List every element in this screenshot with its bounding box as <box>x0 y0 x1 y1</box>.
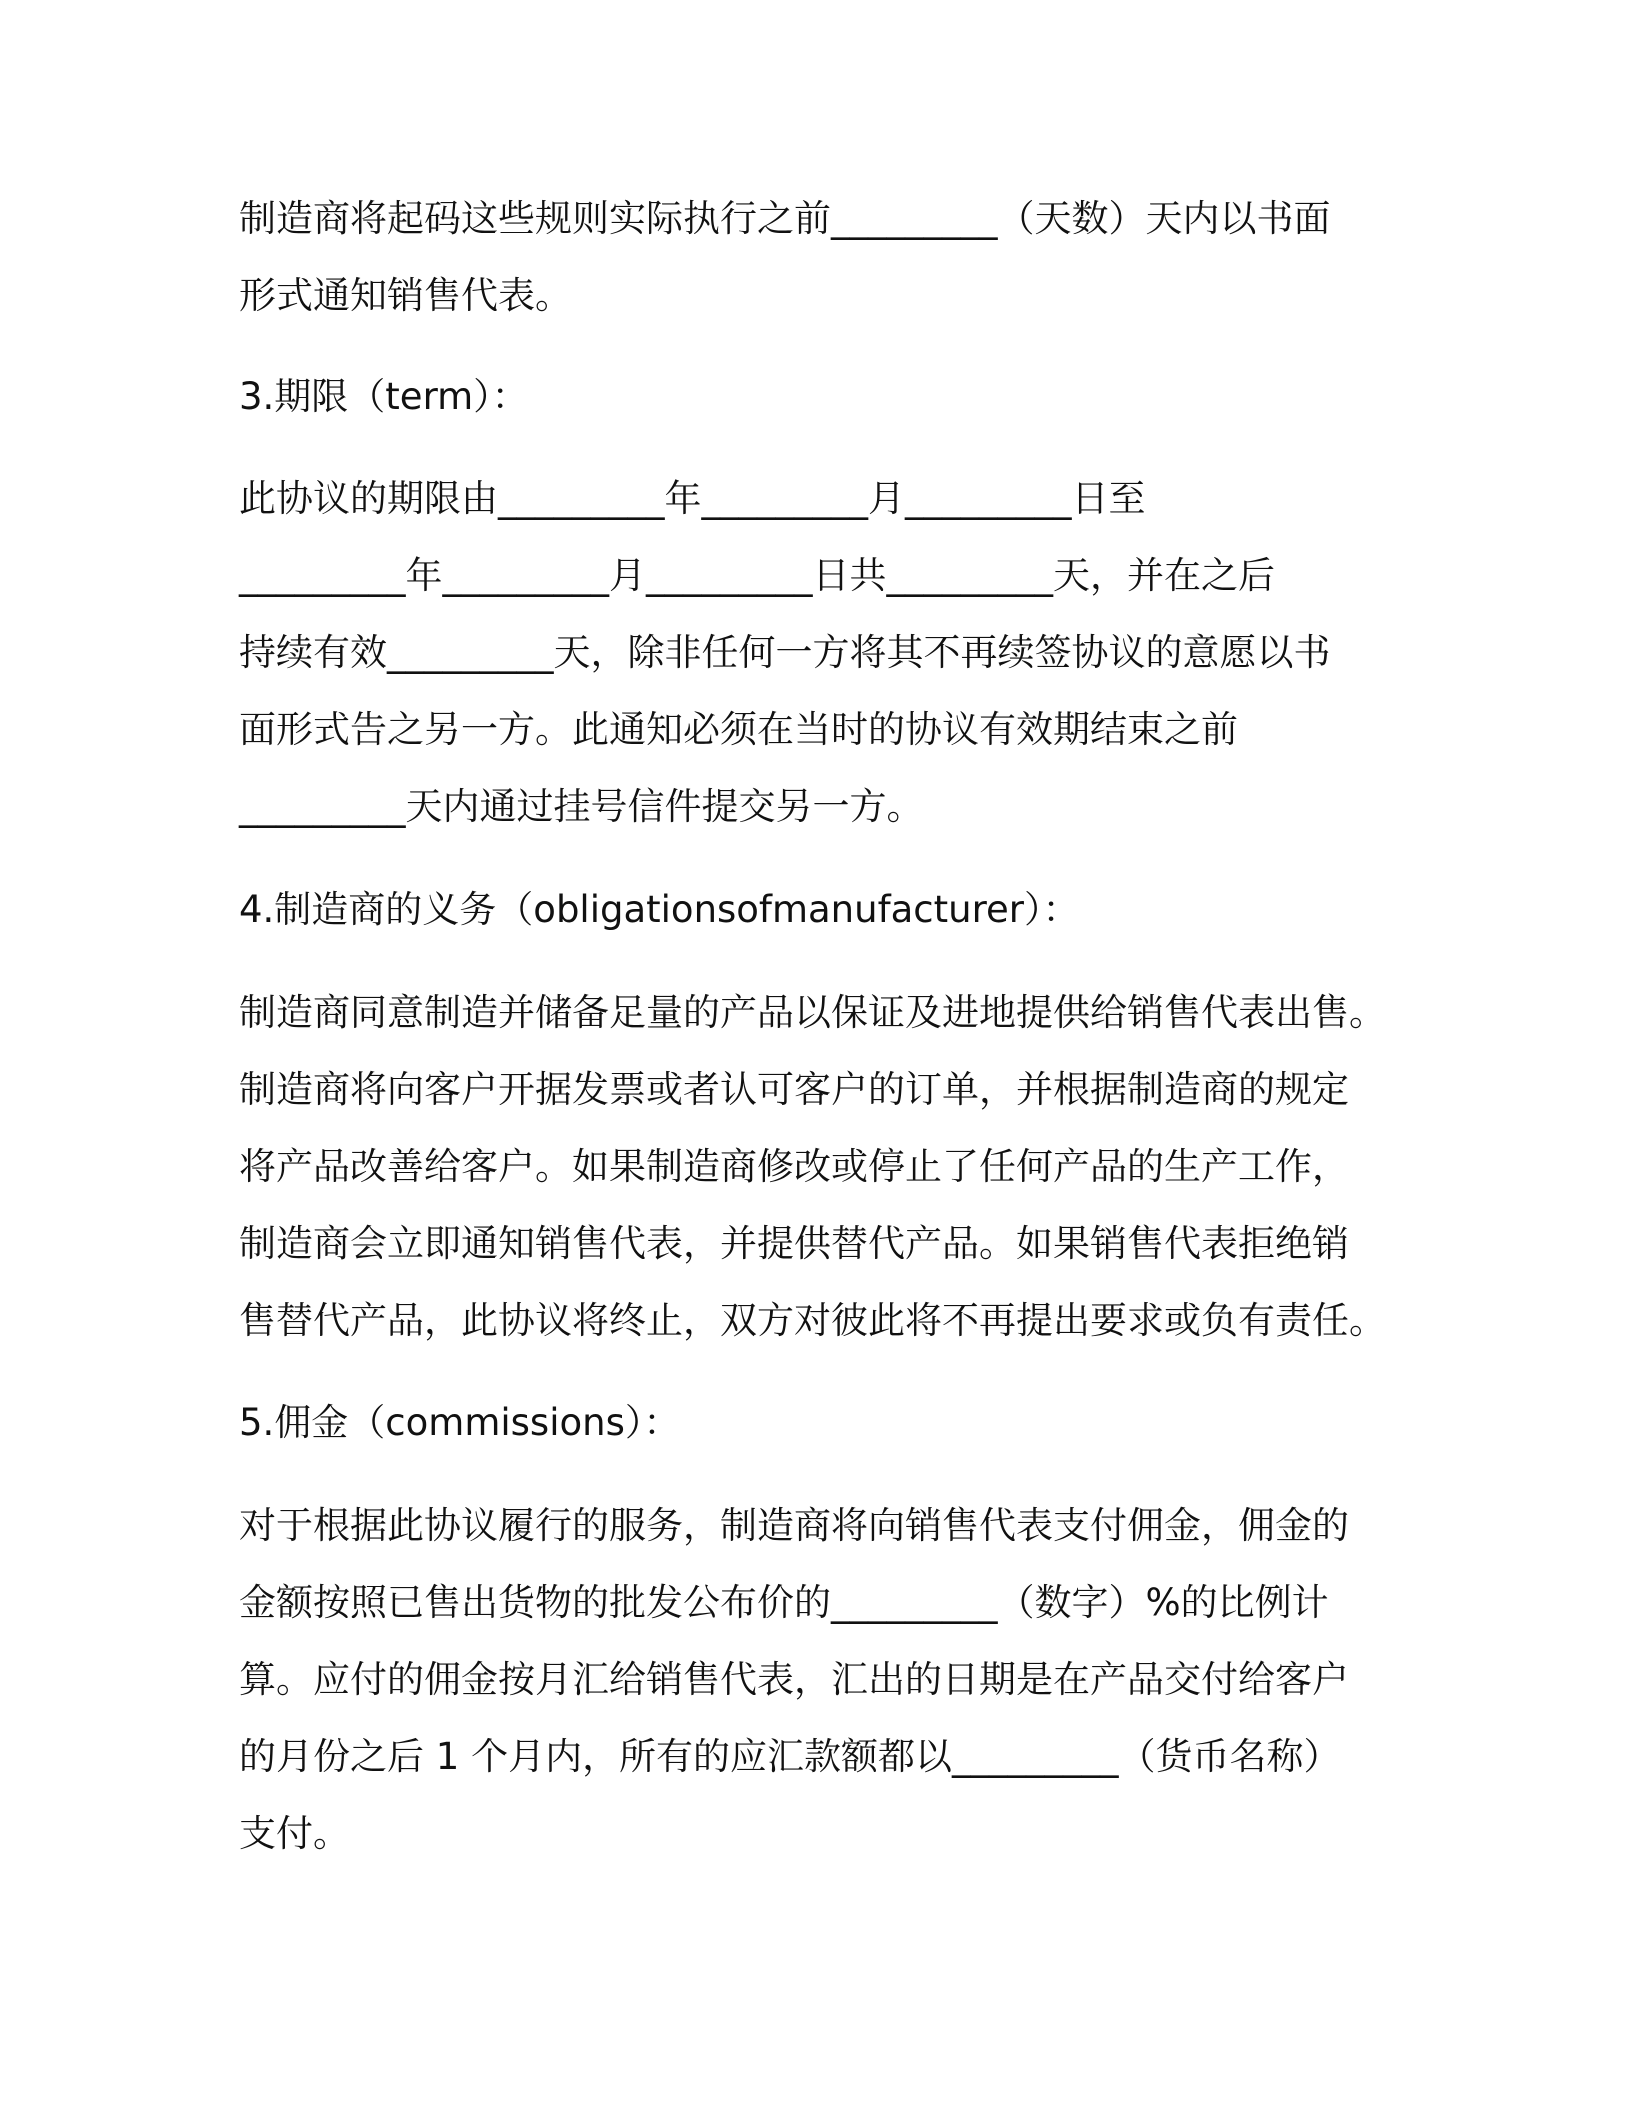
section-4-line-4: 制造商会立即通知销售代表，并提供替代产品。如果销售代表拒绝销 <box>239 1222 1349 1265</box>
section-3-line-4: 面形式告之另一方。此通知必须在当时的协议有效期结束之前 <box>239 708 1238 751</box>
section-3-line-5: _________天内通过挂号信件提交另一方。 <box>239 785 924 828</box>
section-5-line-3: 算。应付的佣金按月汇给销售代表，汇出的日期是在产品交付给客户 <box>239 1658 1349 1701</box>
section-5-line-2: 金额按照已售出货物的批发公布价的_________（数字）%的比例计 <box>239 1581 1329 1624</box>
section-4-line-5: 售替代产品，此协议将终止，双方对彼此将不再提出要求或负有责任。 <box>239 1299 1386 1342</box>
section-5-line-4: 的月份之后 1 个月内，所有的应汇款额都以_________（货币名称） <box>239 1735 1341 1778</box>
section-3-heading: 3.期限（term）： <box>239 375 529 418</box>
section-4-heading: 4.制造商的义务（obligationsofmanufacturer）： <box>239 888 1080 931</box>
section-3-line-3: 持续有效_________天，除非任何一方将其不再续签协议的意愿以书 <box>239 631 1331 674</box>
section-4-line-3: 将产品改善给客户。如果制造商修改或停止了任何产品的生产工作， <box>239 1145 1349 1188</box>
section-3-line-1: 此协议的期限由_________年_________月_________日至 <box>239 477 1146 520</box>
section-3-line-2: _________年_________月_________日共_________天，并在之后 <box>239 554 1275 597</box>
paragraph-1-line-1: 制造商将起码这些规则实际执行之前_________（天数）天内以书面 <box>239 197 1331 240</box>
paragraph-1-line-2: 形式通知销售代表。 <box>239 274 572 317</box>
section-4-line-1: 制造商同意制造并储备足量的产品以保证及进地提供给销售代表出售。 <box>239 991 1386 1034</box>
section-5-line-1: 对于根据此协议履行的服务，制造商将向销售代表支付佣金，佣金的 <box>239 1504 1349 1547</box>
section-5-line-5: 支付。 <box>239 1812 350 1855</box>
section-4-line-2: 制造商将向客户开据发票或者认可客户的订单，并根据制造商的规定 <box>239 1068 1349 1111</box>
section-5-heading: 5.佣金（commissions）： <box>239 1401 681 1444</box>
